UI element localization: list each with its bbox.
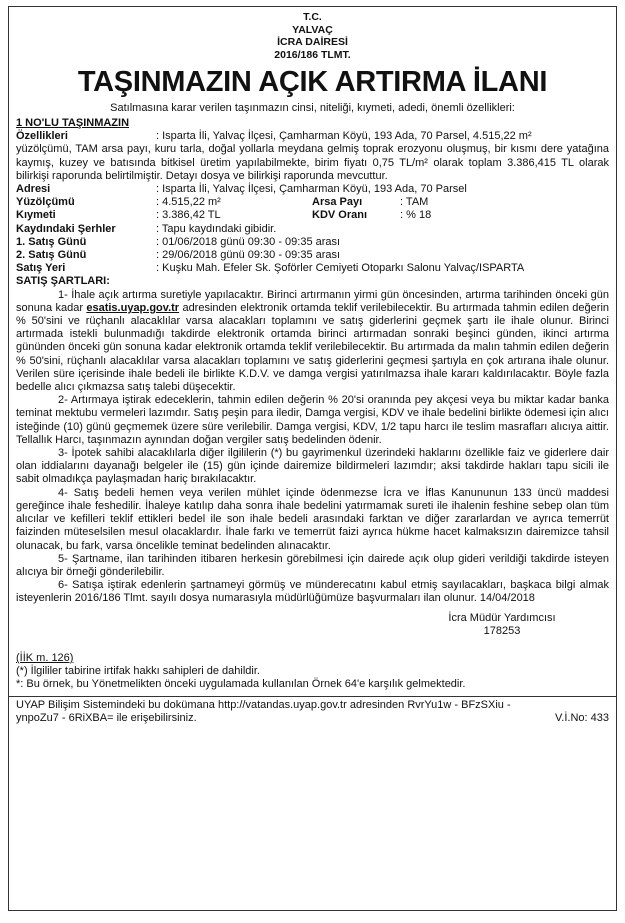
value-amount: : 3.386,42 TL: [156, 209, 221, 222]
value-row: [16, 209, 609, 222]
features-label: Özellikleri: [16, 130, 68, 143]
kdv-value: : % 18: [400, 209, 432, 222]
uyap-ref: V.İ.No: 433: [554, 711, 609, 724]
features-first-line: : Isparta İli, Yalvaç İlçesi, Çamharman Köyü, 193 Ada, 70 Parsel, 4.515,22 m²: [156, 130, 532, 143]
uyap-line-1: UYAP Bilişim Sistemindeki bu dokümana http://vatandas.uyap.gov.tr adresinden RvrYu1w - BFzSXiu -: [16, 698, 511, 711]
conditions-heading: SATIŞ ŞARTLARI:: [16, 275, 110, 288]
condition-2: 2- Artırmaya iştirak edeceklerin, tahmin edilen değerin % 20'si oranında pey akçesi veya bu miktar kadar banka teminat mektubu vermeleri lazımdır. Satış peşin para iledir, Damga vergisi, KDV ve ihale bedelini birlikte ödemesi için alıcı isteğinde (10) günü geçmemek üzere süre verilebilir. Damga vergisi, KDV, 1/2 tapu harcı ile teslim masrafları alıcıya aittir. Tellallık Harcı, taşınmazın aynından doğan vergiler satış bedelinden ödenir.: [16, 394, 609, 446]
law-reference: (İİK m. 126): [16, 651, 74, 664]
issuer-header: [16, 11, 609, 61]
area-label: Yüzölçümü: [16, 196, 75, 209]
uyap-footer: [9, 697, 616, 725]
features-text: yüzölçümü, TAM arsa payı, kuru tarla, doğal yollarla meydana gelmiş toprak erozyonu oluşmuş, bir kısmı dere yatağına kaymış, kuzey ve batısında bitkisel üretim yapılabilmekte, birim fiyatı 0,75 TL/m² olarak toplam 3.386,415 TL olarak bilirkişi raporunda belirtilmiştir. Detayı dosya ve bilirkişi raporunda mevcuttur.: [16, 143, 609, 182]
features-row: [16, 130, 609, 143]
liens-value: : Tapu kaydındaki gibidir.: [156, 222, 277, 235]
footnote-2: *: Bu örnek, bu Yönetmelikten önceki uygulamada kullanılan Örnek 64'e karşılık gelmektedir.: [16, 678, 466, 691]
sale1-label: 1. Satış Günü: [16, 235, 87, 248]
place-value: : Kuşku Mah. Efeler Sk. Şoförler Cemiyeti Otoparkı Salonu Yalvaç/ISPARTA: [156, 262, 525, 275]
signature-number: 178253: [483, 624, 521, 637]
value-label: Kıymeti: [16, 209, 56, 222]
header-line-office: İCRA DAİRESİ: [277, 36, 348, 48]
signature-title: İcra Müdür Yardımcısı: [448, 611, 556, 624]
sale2-label: 2. Satış Günü: [16, 249, 87, 262]
address-label: Adresi: [16, 183, 51, 196]
uyap-line-2-row: [16, 712, 609, 725]
liens-row: [16, 223, 609, 236]
share-label: Arsa Payı: [312, 196, 363, 209]
condition-1-text-b: adresinden elektronik ortamda teklif verilebilecektir. Bu artırmada tahmin edilen değerin % 50'sini ve rüçhanlı alacaklılar varsa alacakları toplamını ve satış giderlerini geçmek şartı ile ihale olunur. Birinci artırmada istekli bulunmadığı takdirde elektronik ortamda birinci artırmadan sonraki beşinci günden, ikinci artırma gününden önceki gün sonuna kadar elektronik ortamda teklif verilebilecektir. Bu artırmada da malın tahmin edilen değerin % 50'sini, rüçhanlı alacaklılar varsa alacakları toplamını ve satış giderlerini geçmesi şartıyla en çok artırana ihale olunur. Verilen süre içerisinde ihale bedeli ile birlikte K.D.V. ve damga vergisi yatırılmazsa ihale kararı kaldırılacaktır. Böyle fazla bedelle alıcı çıkmazsa satış talebi düşecektir.: [16, 301, 610, 394]
area-value: : 4.515,22 m²: [156, 196, 221, 209]
footnotes: [16, 652, 609, 692]
kdv-label: KDV Oranı: [312, 209, 368, 222]
area-row: [16, 196, 609, 209]
header-line-town: YALVAÇ: [292, 23, 333, 36]
property-heading: 1 NO'LU TAŞINMAZIN: [16, 117, 130, 129]
address-value: : Isparta İli, Yalvaç İlçesi, Çamharman Köyü, 193 Ada, 70 Parsel: [156, 183, 467, 196]
sale1-row: [16, 236, 609, 249]
condition-3: 3- İpotek sahibi alacaklılarla diğer ilgililerin (*) bu gayrimenkul üzerindeki haklarını özellikle faiz ve giderlere dair olan iddialarını dayanağı belgeler ile (15) gün içinde dairemize bildirmeleri lazımdır; aksi takdirde hakları tapu sicili ile sabit olmadıkça paylaşmadan hariç bırakılacaktır.: [16, 447, 609, 486]
address-row: [16, 183, 609, 196]
signature-block: [402, 612, 602, 638]
esatis-link[interactable]: esatis.uyap.gov.tr: [86, 301, 180, 314]
condition-1: [16, 289, 609, 395]
place-label: Satış Yeri: [16, 262, 66, 275]
condition-1-text-a: 1- İhale açık artırma suretiyle yapılacaktır. Birinci artırmanın yirmi gün öncesinden, artırma tarihinden önceki gün sonuna kadar: [16, 288, 609, 314]
sale1-value: : 01/06/2018 günü 09:30 - 09:35 arası: [156, 235, 341, 248]
share-value: : TAM: [400, 196, 429, 209]
liens-label: Kaydındaki Şerhler: [16, 222, 116, 235]
header-line-file-no: 2016/186 TLMT.: [274, 48, 351, 61]
condition-6: 6- Satışa iştirak edenlerin şartnameyi görmüş ve münderecatını kabul etmiş sayılacakları, başkaca bilgi almak isteyenlerin 2016/186 Tlmt. sayılı dosya numarasıyla müdürlüğümüze başvurmaları ilan olunur. 14/04/2018: [16, 579, 609, 605]
header-line-tc: T.C.: [303, 11, 322, 23]
condition-5: 5- Şartname, ilan tarihinden itibaren herkesin görebilmesi için dairede açık olup gideri verildiği takdirde isteyen alıcıya bir örneği gönderilebilir.: [16, 552, 609, 578]
sale2-row: [16, 249, 609, 262]
intro-text: Satılmasına karar verilen taşınmazın cinsi, niteliği, kıymeti, adedi, önemli özellikleri:: [110, 102, 515, 114]
condition-4: 4- Satış bedeli hemen veya verilen mühlet içinde ödenmezse İcra ve İflas Kanununun 133 üncü maddesi gereğince ihale feshedilir. İhaleye katılıp daha sonra ihale bedelini yatırmamak sureti ile ihalenin feshine sebep olan tüm alıcılar ve kefilleri teklif ettikleri bedel ile son ihale bedeli arasındaki farktan ve diğer zararlardan ve ayrıca temerrüt faizinden müteselsilen mesul olacaklardır. İhale farkı ve temerrüt faizi ayrıca hükme hacet kalmaksızın dairemizce tahsil olunacak, bu fark, varsa öncelikle teminat bedelinden alınacaktır.: [16, 486, 609, 552]
footnote-1: (*) İlgililer tabirine irtifak hakkı sahipleri de dahildir.: [16, 665, 260, 678]
place-row: [16, 262, 609, 275]
page-title: TAŞINMAZIN AÇIK ARTIRMA İLANI: [77, 66, 548, 98]
sale2-value: : 29/06/2018 günü 09:30 - 09:35 arası: [156, 249, 341, 262]
uyap-line-2: ynpoZu7 - 6RiXBA= ile erişebilirsiniz.: [16, 711, 197, 724]
announcement-page: [8, 6, 617, 911]
